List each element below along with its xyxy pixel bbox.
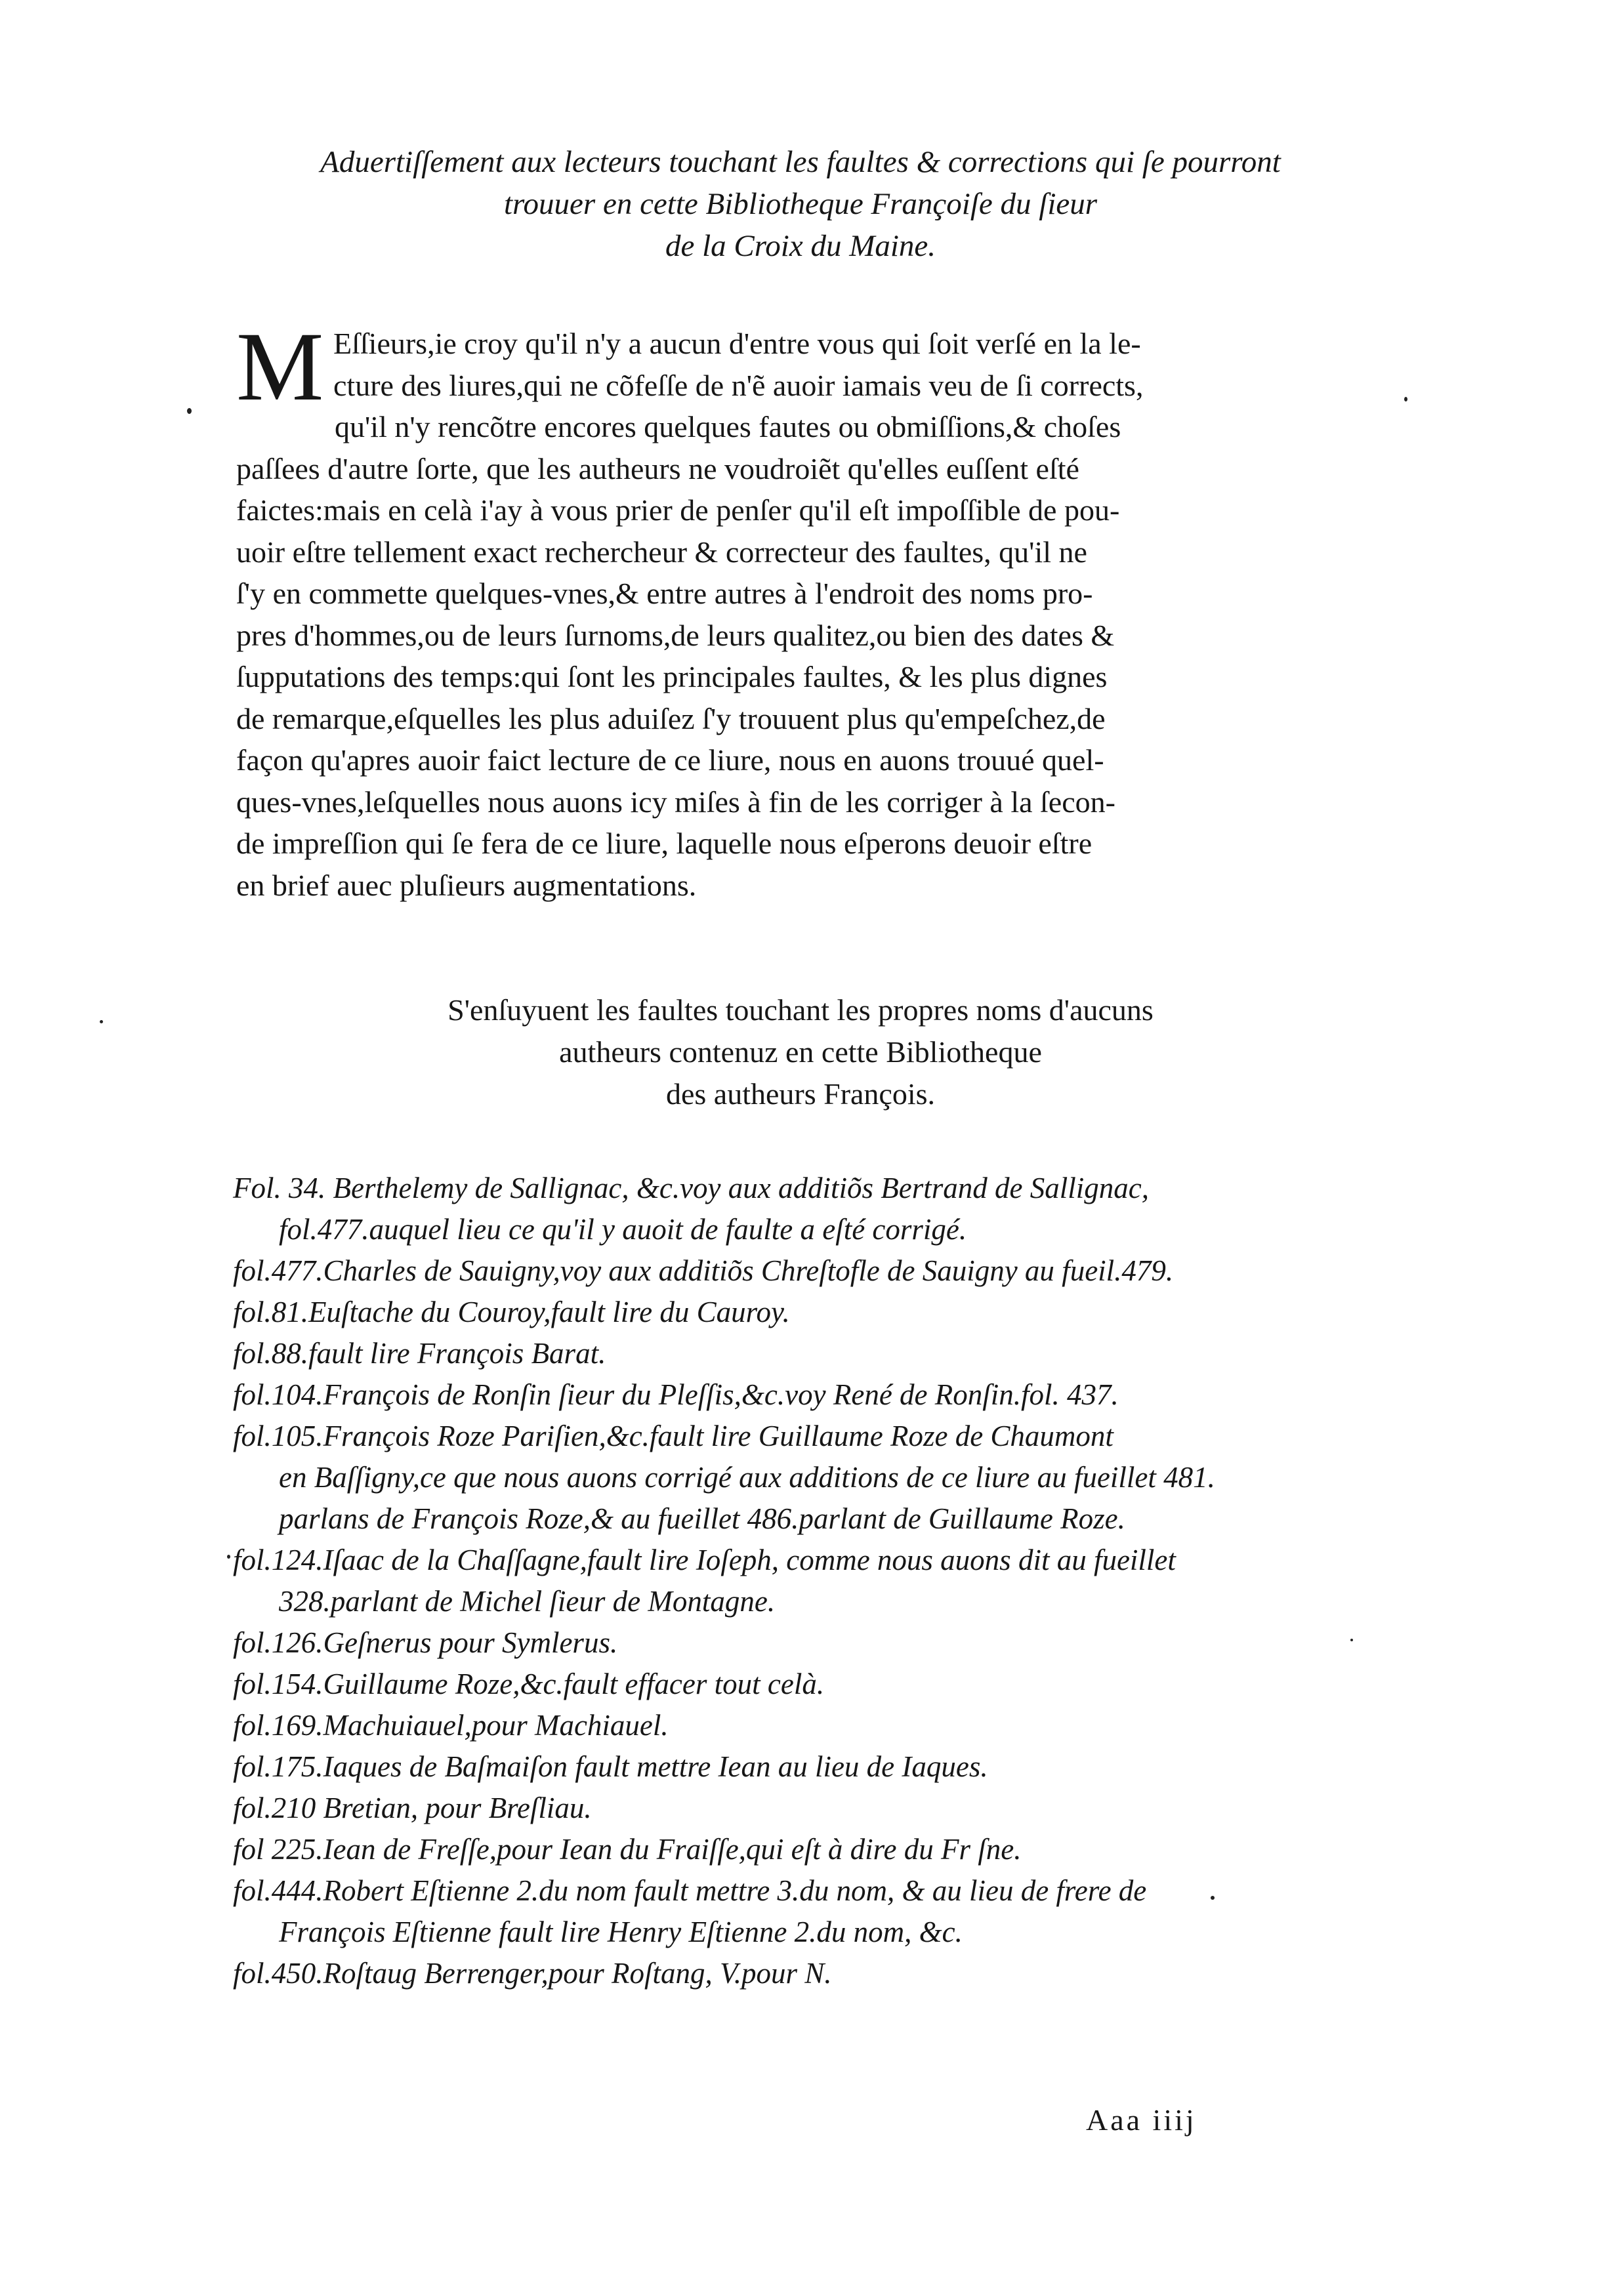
errata-entry-continuation: parlans de François Roze,& au fueillet 486.parlant de Guillaume Roze. [279,1502,1125,1535]
paragraph-line: pres d'hommes,ou de leurs ſurnoms,de leurs qualitez,ou bien des dates & [236,618,1115,652]
ink-speck [100,1020,103,1023]
paragraph-line: uoir eſtre tellement exact rechercheur & correcteur des faultes, qu'il ne [236,535,1087,569]
page-heading [236,141,1365,267]
paragraph-line: ſ'y en commette quelques-vnes,& entre autres à l'endroit des noms pro- [236,577,1093,610]
signature-mark: Aaa iiij [1086,2103,1197,2137]
errata-entry: fol.81.Euſtache du Couroy,fault lire du Cauroy. [233,1296,790,1328]
errata-entry: fol.88.fault lire François Barat. [233,1337,606,1370]
paragraph-line: de impreſſion qui ſe fera de ce liure, laquelle nous eſperons deuoir eſtre [236,827,1093,860]
errata-entry: fol.210 Bretian, pour Breſliau. [233,1792,592,1824]
errata-entry: fol 225.Iean de Freſſe,pour Iean du Fraiſſe,qui eſt à dire du Fr ſne. [233,1833,1022,1866]
drop-cap-letter: M [236,312,324,421]
errata-entry: fol.444.Robert Eſtienne 2.du nom fault mettre 3.du nom, & au lieu de frere de [233,1874,1147,1907]
heading-line-2: trouuer en cette Bibliotheque Françoiſe du ſieur [503,187,1098,221]
paragraph-line: paſſees d'autre ſorte, que les autheurs ne voudroiẽt qu'elles euſſent eſté [236,451,1079,485]
errata-entry-continuation: 328.parlant de Michel ſieur de Montagne. [279,1585,776,1618]
paragraph-line: ſupputations des temps:qui ſont les principales faultes, & les plus dignes [236,660,1108,693]
errata-entry-continuation: François Eſtienne fault lire Henry Eſtienne 2.du nom, &c. [279,1916,963,1948]
paragraph-line: façon qu'apres auoir faict lecture de ce liure, nous en auons trouué quel- [236,743,1104,777]
errata-entry-continuation: en Baſſigny,ce que nous auons corrigé aux additions de ce liure au fueillet 481. [279,1461,1215,1494]
errata-list [233,1168,1388,1994]
ink-speck [1350,1639,1353,1641]
errata-entry: fol.154.Guillaume Roze,&c.fault effacer tout celà. [233,1668,825,1700]
errata-entry-continuation: fol.477.auquel lieu ce qu'il y auoit de faulte a eſté corrigé. [279,1213,967,1246]
subheading-line-2: autheurs contenuz en cette Bibliotheque [559,1035,1042,1069]
ink-speck [1211,1896,1215,1900]
errata-entry: fol.477.Charles de Sauigny,voy aux additiõs Chreſtofle de Sauigny au fueil.479. [233,1254,1174,1287]
errata-entry: fol.105.François Roze Pariſien,&c.fault lire Guillaume Roze de Chaumont [233,1420,1114,1452]
errata-entry: Fol. 34. Berthelemy de Sallignac, &c.voy aux additiõs Bertrand de Sallignac, [233,1172,1149,1204]
paragraph-line: de remarque,eſquelles les plus aduiſez ſ'y trouuent plus qu'empeſchez,de [236,701,1106,735]
errata-entry: fol.124.Iſaac de la Chaſſagne,fault lire Ioſeph, comme nous auons dit au fueillet [233,1544,1176,1576]
errata-subheading [236,989,1365,1115]
paragraph-line: cture des liures,qui ne cõfeſſe de n'ẽ auoir iamais veu de ſi corrects, [333,368,1144,402]
paragraph-line: en brief auec pluſieurs augmentations. [236,868,697,902]
subheading-line-3: des autheurs François. [665,1077,936,1111]
ink-speck [227,1555,230,1559]
heading-line-1: Aduertiſſement aux lecteurs touchant les faultes & corrections qui ſe pourront [320,145,1281,179]
subheading-line-1: S'enſuyuent les faultes touchant les propres noms d'aucuns [448,993,1154,1027]
ink-speck [187,408,192,414]
heading-line-3: de la Croix du Maine. [665,229,936,263]
paragraph-line: qu'il n'y rencõtre encores quelques fautes ou obmiſſions,& choſes [335,410,1121,443]
intro-paragraph [236,312,1352,906]
errata-entry: fol.126.Geſnerus pour Symlerus. [233,1626,618,1659]
paragraph-line: faictes:mais en celà i'ay à vous prier de penſer qu'il eſt impoſſible de pou- [236,493,1120,527]
errata-entry: fol.175.Iaques de Baſmaiſon fault mettre Iean au lieu de Iaques. [233,1750,988,1783]
errata-entry: fol.169.Machuiauel,pour Machiauel. [233,1709,669,1742]
paragraph-line: Eſſieurs,ie croy qu'il n'y a aucun d'entre vous qui ſoit verſé en la le- [333,327,1141,360]
ink-speck [1404,397,1407,401]
errata-entry: fol.450.Roſtaug Berrenger,pour Roſtang, V.pour N. [233,1957,832,1990]
paragraph-line: ques-vnes,leſquelles nous auons icy miſes à fin de les corriger à la ſecon- [236,785,1115,819]
errata-entry: fol.104.François de Ronſin ſieur du Pleſſis,&c.voy René de Ronſin.fol. 437. [233,1378,1119,1411]
